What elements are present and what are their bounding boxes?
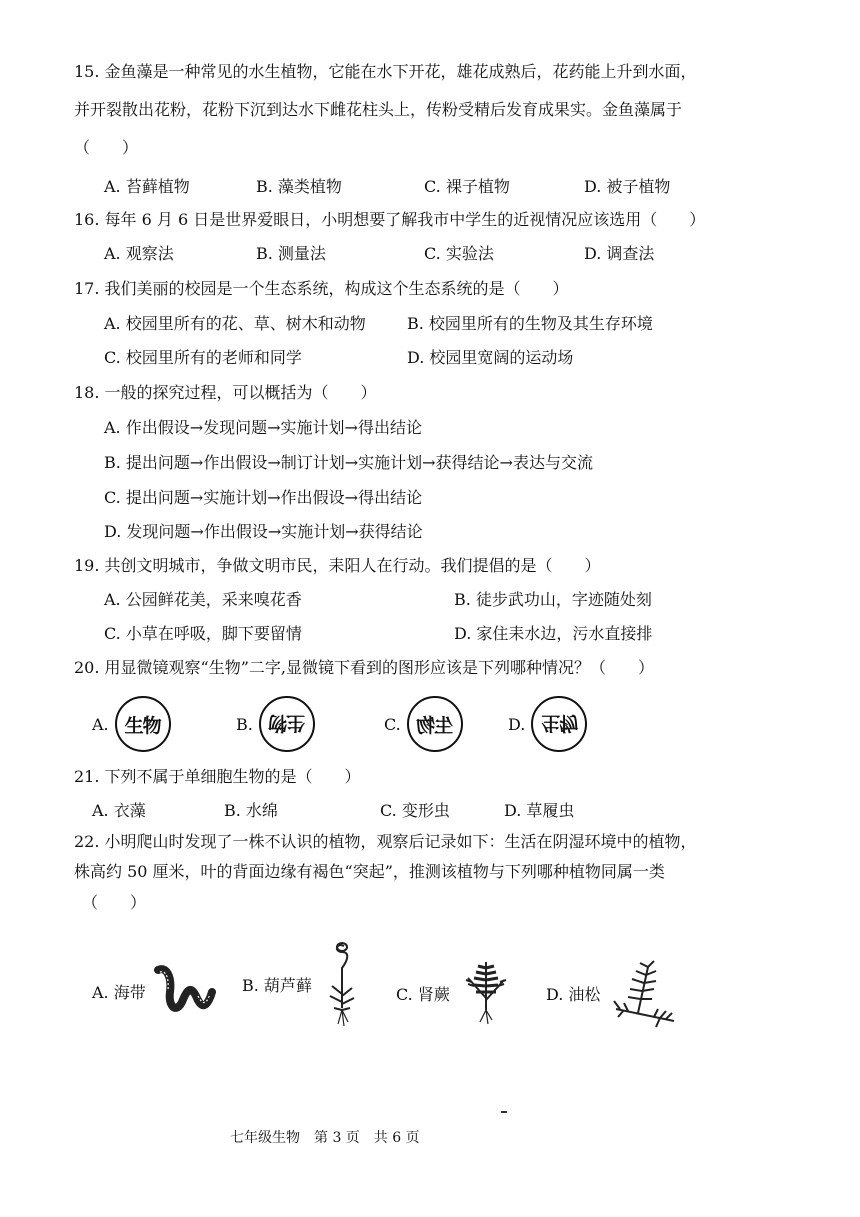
q15-option-d: D. 被子植物 (584, 177, 671, 196)
q20-option-c (384, 696, 463, 752)
question-16-line-1: 16. 每年 6 月 6 日是世界爱眼日，小明想要了解我市中学生的近视情况应该选用（ ） (74, 210, 706, 229)
q22-option-a (92, 962, 216, 1020)
question-21-line-1: 21. 下列不属于单细胞生物的是（ ） (74, 767, 361, 786)
q21-option-b: B. 水绵 (224, 801, 278, 820)
q20-option-c-letter: C. (384, 714, 401, 734)
q20-option-d-letter: D. (508, 714, 526, 734)
page-footer: 七年级生物 第 3 页 共 6 页 (230, 1130, 420, 1146)
question-22-line-2: 株高约 50 厘米，叶的背面边缘有褐色“突起”，推测该植物与下列哪种植物同属一类 (74, 862, 665, 881)
microscope-text-b: 生物 (268, 711, 305, 734)
page-mark (501, 1111, 507, 1113)
microscope-view-d (531, 696, 587, 752)
q18-option-b: B. 提出问题→作出假设→制订计划→实施计划→获得结论→表达与交流 (104, 453, 593, 472)
microscope-text-a: 生物 (124, 714, 161, 737)
q18-option-c: C. 提出问题→实施计划→作出假设→得出结论 (104, 488, 423, 507)
question-15-line-1: 15. 金鱼藻是一种常见的水生植物，它能在水下开花，雄花成熟后，花药能上升到水面， (74, 62, 697, 81)
fern-icon (458, 958, 516, 1028)
q22-option-b (242, 938, 366, 1030)
q20-option-d (508, 696, 587, 752)
moss-icon (320, 938, 366, 1030)
microscope-view-b (259, 696, 315, 752)
q15-option-b: B. 藻类植物 (256, 177, 342, 196)
q18-option-a: A. 作出假设→发现问题→实施计划→得出结论 (104, 418, 422, 437)
microscope-view-c (407, 696, 463, 752)
question-18-line-1: 18. 一般的探究过程，可以概括为（ ） (74, 383, 377, 402)
q21-option-a: A. 衣藻 (92, 801, 146, 820)
microscope-text-d: 生物 (541, 711, 578, 734)
q17-option-a: A. 校园里所有的花、草、树木和动物 (104, 314, 366, 333)
q19-option-c: C. 小草在呼吸，脚下要留情 (104, 624, 302, 643)
question-17-line-1: 17. 我们美丽的校园是一个生态系统，构成这个生态系统的是（ ） (74, 279, 569, 298)
q20-option-b (236, 696, 315, 752)
q16-option-a: A. 观察法 (104, 244, 174, 263)
kelp-icon (154, 962, 216, 1020)
q17-option-b: B. 校园里所有的生物及其生存环境 (407, 314, 653, 333)
q16-option-c: C. 实验法 (424, 244, 494, 263)
question-22-line-1: 22. 小明爬山时发现了一株不认识的植物，观察后记录如下：生活在阴湿环境中的植物， (74, 832, 697, 851)
q20-option-a (92, 696, 171, 752)
q15-option-c: C. 裸子植物 (424, 177, 510, 196)
q22-option-b-label: B. 葫芦藓 (242, 975, 312, 995)
q18-option-d: D. 发现问题→作出假设→实施计划→获得结论 (104, 522, 423, 541)
q19-option-d: D. 家住耒水边，污水直接排 (454, 624, 653, 643)
question-19-line-1: 19. 共创文明城市，争做文明市民，耒阳人在行动。我们提倡的是（ ） (74, 556, 601, 575)
pine-branch-icon (608, 955, 680, 1031)
q19-option-b: B. 徒步武功山，字迹随处刻 (454, 590, 652, 609)
q16-option-b: B. 测量法 (256, 244, 326, 263)
q22-option-c (396, 958, 516, 1028)
q22-option-a-label: A. 海带 (92, 982, 146, 1002)
microscope-view-a (115, 696, 171, 752)
q17-option-c: C. 校园里所有的老师和同学 (104, 348, 302, 367)
q20-option-b-letter: B. (236, 714, 253, 734)
question-20-line-1: 20. 用显微镜观察“生物”二字,显微镜下看到的图形应该是下列哪种情况？（ ） (74, 658, 654, 677)
q22-option-c-label: C. 肾蕨 (396, 984, 450, 1004)
question-15-line-2: 并开裂散出花粉，花粉下沉到达水下雌花柱头上，传粉受精后发育成果实。金鱼藻属于 (74, 100, 683, 119)
q21-option-c: C. 变形虫 (380, 801, 450, 820)
microscope-text-c: 生物 (416, 714, 453, 737)
q17-option-d: D. 校园里宽阔的运动场 (407, 348, 574, 367)
q20-option-a-letter: A. (92, 714, 109, 734)
q15-option-a: A. 苔藓植物 (104, 177, 190, 196)
q22-option-d-label: D. 油松 (546, 984, 601, 1004)
q19-option-a: A. 公园鲜花美，采来嗅花香 (104, 590, 302, 609)
question-15-line-3: （ ） (74, 138, 139, 157)
question-22-line-3: （ ） (82, 893, 147, 912)
q16-option-d: D. 调查法 (584, 244, 655, 263)
q21-option-d: D. 草履虫 (504, 801, 575, 820)
q22-option-d (546, 955, 680, 1031)
